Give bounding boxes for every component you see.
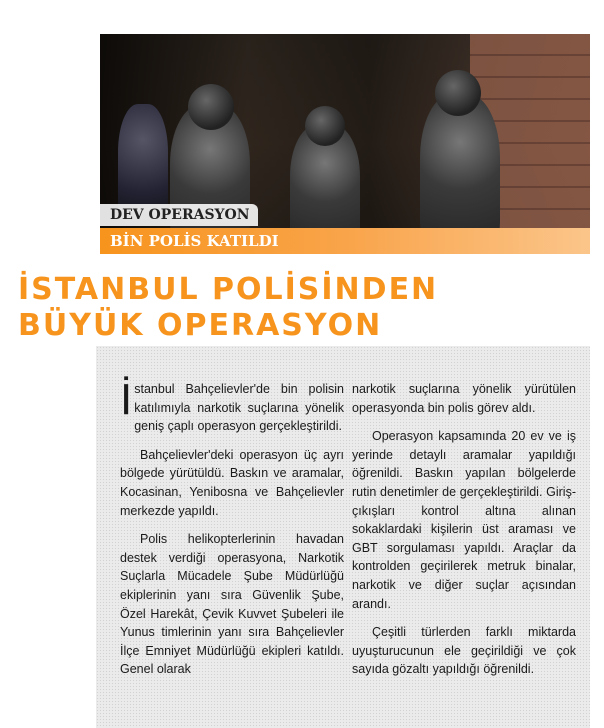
headline-line-1: İSTANBUL POLİSİNDEN: [18, 272, 439, 307]
officer-helmet: [188, 84, 234, 130]
photo-caption-top: DEV OPERASYON: [100, 204, 258, 226]
paragraph-text: stanbul Bahçelievler'de bin polisin katılımıyla narkotik suçlarına yönelik geniş çaplı operasyon gerçekleştirildi.: [134, 382, 344, 434]
article-column-left: [120, 375, 344, 689]
headline-line-2: BÜYÜK OPERASYON: [18, 308, 383, 343]
drop-cap: İ: [120, 375, 133, 424]
article-paragraph: [120, 375, 344, 436]
officer-helmet: [305, 106, 345, 146]
article-paragraph: narkotik suçlarına yönelik yürütülen operasyonda bin polis görev aldı.: [352, 382, 576, 415]
photo-caption-bottom: BİN POLİS KATILDI: [100, 228, 590, 254]
article-paragraph: Operasyon kapsamında 20 ev ve iş yerinde detaylı aramalar yapıldığı öğrenildi. Baskın yapılan bölgelerde rutin denetimler de gerçekleştirildi. Giriş-çıkışları kontrol altına alınan sokaklardaki kişilerin üst araması ve GBT sorgulaması yapıldı. Araçlar da kontrolden geçirilerek metruk binalar, narkotik ve diğer suçlar açısından arandı.: [352, 429, 576, 611]
headline: [18, 272, 588, 344]
article-paragraph: Bahçelievler'deki operasyon üç ayrı bölgede yürütüldü. Baskın ve aramalar, Kocasinan, Yenibosna ve Bahçelievler merkezde yapıldı.: [120, 447, 344, 518]
officer-helmet: [435, 70, 481, 116]
article-paragraph: Çeşitli türlerden farklı miktarda uyuşturucunun ele geçirildiği ve çok sayıda gözaltı yapıldığı öğrenildi.: [352, 625, 576, 677]
operation-photo: [100, 34, 590, 254]
article-column-right: [352, 380, 576, 689]
article-paragraph: Polis helikopterlerinin havadan destek verdiği operasyona, Narkotik Suçlarla Mücadele Şube Müdürlüğü ekiplerinin yanı sıra Güvenlik Şube, Özel Harekât, Çevik Kuvvet Şubeleri ile Yunus timlerinin yanı sıra Bahçelievler İlçe Emniyet Müdürlüğü ekipleri katıldı. Genel olarak: [120, 532, 344, 677]
